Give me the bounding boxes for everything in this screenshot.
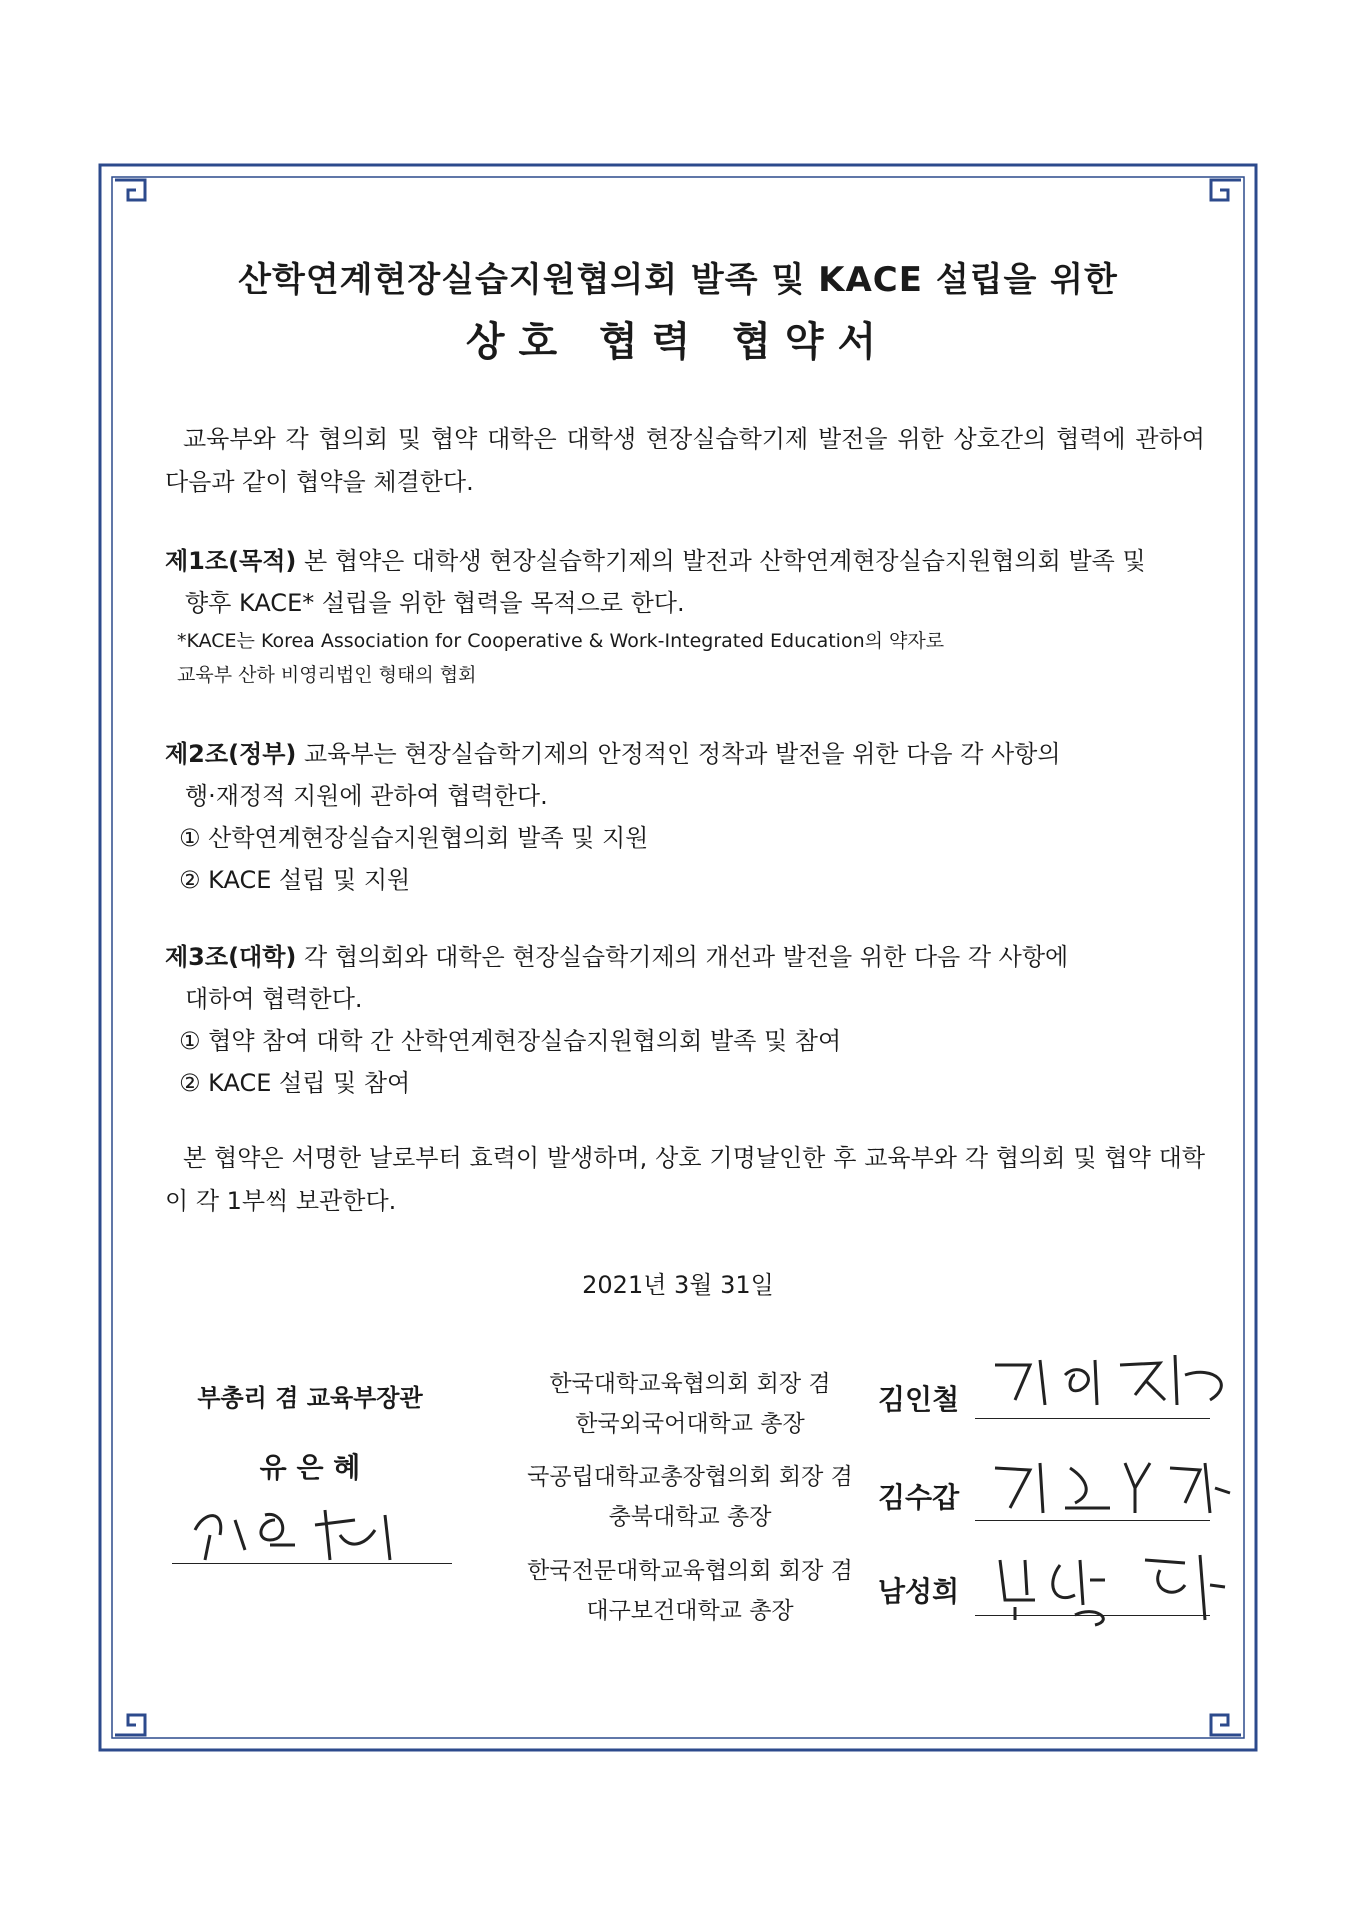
minister-signature-line xyxy=(172,1563,452,1564)
article-3-body-line-2: 대하여 협력한다. xyxy=(185,985,363,1013)
knup-signature-line xyxy=(975,1520,1210,1521)
knup-title-line-2: 충북대학교 총장 xyxy=(608,1504,772,1530)
kcue-signature-line xyxy=(975,1418,1210,1419)
kcue-name: 김인철 xyxy=(878,1383,960,1416)
minister-signature xyxy=(175,1490,455,1574)
title-line-2: 상호 협력 협약서 xyxy=(465,319,891,365)
kcce-name: 남성희 xyxy=(878,1575,960,1608)
article-1 xyxy=(165,540,1205,692)
minister-title: 부총리 겸 교육부장관 xyxy=(197,1384,423,1412)
article-1-body-line-1: 본 협약은 대학생 현장실습학기제의 발전과 산학연계현장실습지원협의회 발족 및 xyxy=(296,547,1146,575)
knup-title-line-1: 국공립대학교총장협의회 회장 겸 xyxy=(527,1464,853,1490)
kcue-signature xyxy=(985,1345,1245,1419)
article-2-item: ② KACE 설립 및 지원 xyxy=(179,866,411,894)
article-1-note-line-2: 교육부 산하 비영리법인 형태의 협회 xyxy=(177,664,477,686)
article-3-body-line-1: 각 협의회와 대학은 현장실습학기제의 개선과 발전을 위한 다음 각 사항에 xyxy=(296,943,1069,971)
article-2 xyxy=(165,733,1205,901)
article-1-body-line-2: 향후 KACE* 설립을 위한 협력을 목적으로 한다. xyxy=(185,589,685,617)
article-3-item: ② KACE 설립 및 참여 xyxy=(179,1069,411,1097)
article-2-item: ① 산학연계현장실습지원협의회 발족 및 지원 xyxy=(179,824,649,852)
article-3 xyxy=(165,936,1205,1104)
kcce-title-line-1: 한국전문대학교육협의회 회장 겸 xyxy=(527,1558,853,1584)
agreement-date: 2021년 3월 31일 xyxy=(582,1271,774,1299)
article-1-note-line-1: *KACE는 Korea Association for Cooperative & Work-Integrated Education의 약자로 xyxy=(177,630,945,652)
kcce-title-line-2: 대구보건대학교 총장 xyxy=(586,1598,794,1624)
article-1-heading: 제1조(목적) xyxy=(165,547,297,575)
kcce-signature xyxy=(985,1545,1245,1634)
article-3-heading: 제3조(대학) xyxy=(165,943,297,971)
kcue-title-line-1: 한국대학교육협의회 회장 겸 xyxy=(549,1371,831,1397)
kcue-title-line-2: 한국외국어대학교 총장 xyxy=(575,1411,805,1437)
article-2-heading: 제2조(정부) xyxy=(165,740,297,768)
kcce-signature-line xyxy=(975,1615,1210,1616)
knup-name: 김수갑 xyxy=(878,1481,960,1514)
knup-signature xyxy=(985,1448,1245,1527)
article-3-item: ① 협약 참여 대학 간 산학연계현장실습지원협의회 발족 및 참여 xyxy=(179,1027,842,1055)
minister-name: 유 은 혜 xyxy=(259,1451,361,1484)
title-line-1: 산학연계현장실습지원협의회 발족 및 KACE 설립을 위한 xyxy=(238,260,1118,300)
intro-paragraph: 교육부와 각 협의회 및 협약 대학은 대학생 현장실습학기제 발전을 위한 상호간의 협력에 관하여 다음과 같이 협약을 체결한다. xyxy=(165,425,1205,496)
closing-paragraph: 본 협약은 서명한 날로부터 효력이 발생하며, 상호 기명날인한 후 교육부와 각 협의회 및 협약 대학이 각 1부씩 보관한다. xyxy=(165,1144,1205,1215)
article-2-body-line-1: 교육부는 현장실습학기제의 안정적인 정착과 발전을 위한 다음 각 사항의 xyxy=(296,740,1061,768)
article-2-body-line-2: 행·재정적 지원에 관하여 협력한다. xyxy=(185,782,548,810)
